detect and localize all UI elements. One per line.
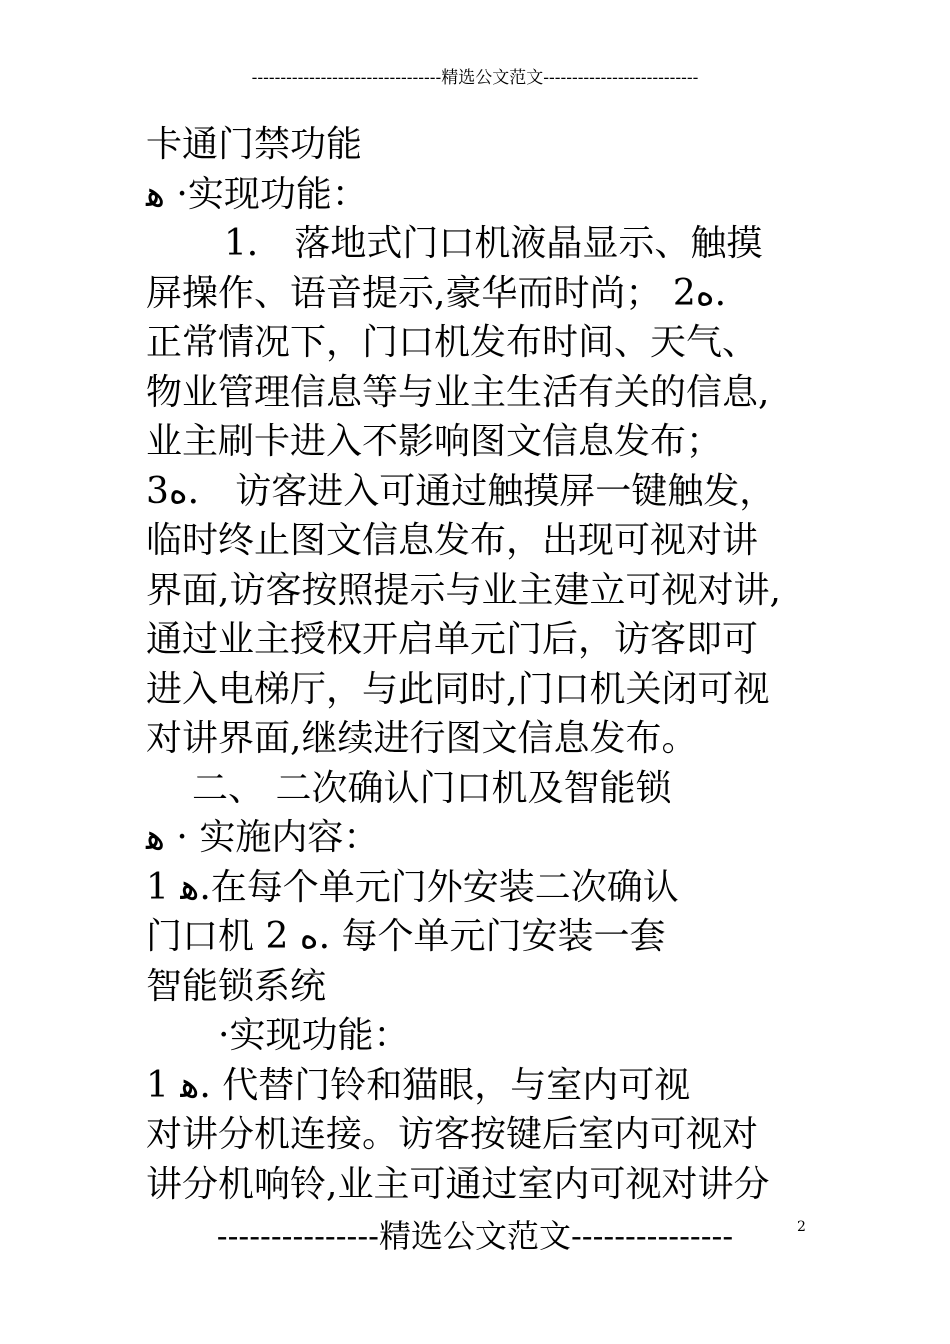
- text-line-content: 讲分机响铃,业主可通过室内可视对讲分: [146, 1163, 770, 1205]
- text-line: [146, 714, 816, 764]
- text-line: [146, 467, 816, 517]
- text-line-content: 临时终止图文信息发布，出现可视对讲: [146, 520, 759, 561]
- page-footer: ---------------精选公文范文---------------: [216, 1217, 734, 1255]
- text-line: [146, 516, 816, 566]
- text-line-content: 进入电梯厅，与此同时,门口机关闭可视: [146, 668, 770, 710]
- text-line: [146, 566, 816, 616]
- text-line-content: ﻫ ·实现功能：: [146, 173, 368, 215]
- text-line: [146, 120, 816, 170]
- text-line: [146, 1110, 816, 1160]
- text-line: [146, 1011, 816, 1061]
- text-line-content: 物业管理信息等与业主生活有关的信息,: [146, 371, 770, 413]
- text-line: [146, 863, 816, 913]
- text-line: [146, 912, 816, 962]
- text-line-content: 正常情况下，门口机发布时间、天气、: [146, 322, 759, 363]
- text-line-content: ﻫ · 实施内容：: [146, 817, 380, 858]
- text-line-content: 1 ﻫ. 代替门铃和猫眼，与室内可视: [146, 1064, 691, 1106]
- text-line: [146, 269, 816, 319]
- text-line-content: 门口机 2 ﻩ. 每个单元门安装一套: [146, 916, 666, 957]
- text-line-content: 屏操作、语音提示,豪华而时尚； 2ﻩ.: [146, 272, 727, 314]
- text-line: [146, 962, 816, 1012]
- page-header: ---------------------------------精选公文范文---------------------------: [251, 68, 699, 88]
- text-line-content: 界面,访客按照提示与业主建立可视对讲,: [146, 569, 781, 611]
- text-line-content: 卡通门禁功能: [146, 124, 363, 165]
- text-line: [146, 368, 816, 418]
- text-line-content: 业主刷卡进入不影响图文信息发布；: [146, 421, 723, 462]
- text-line: [146, 1160, 816, 1210]
- text-line-content: 智能锁系统: [146, 965, 327, 1007]
- text-line-content: 通过业主授权开启单元门后，访客即可: [146, 619, 759, 660]
- section-heading-text: 二、 二次确认门口机及智能锁: [192, 767, 672, 809]
- text-line: [146, 813, 816, 863]
- text-line-content: ·实现功能：: [218, 1015, 410, 1056]
- section-heading: [146, 764, 816, 814]
- text-line: [146, 615, 816, 665]
- text-line: [146, 1061, 816, 1111]
- text-line: [146, 417, 816, 467]
- text-line-content: 1． 落地式门口机液晶显示、触摸: [224, 223, 763, 264]
- text-line-content: 3ﻩ． 访客进入可通过触摸屏一键触发，: [146, 470, 776, 512]
- page-number: 2: [797, 1219, 806, 1235]
- document-body: [146, 120, 816, 1209]
- text-line: [146, 318, 816, 368]
- text-line: [146, 170, 816, 220]
- text-line: [146, 665, 816, 715]
- text-line: [146, 219, 816, 269]
- text-line-content: 对讲分机连接。访客按键后室内可视对: [146, 1114, 759, 1155]
- text-line-content: 对讲界面,继续进行图文信息发布。: [146, 718, 698, 759]
- text-line-content: 1 ﻫ.在每个单元门外安装二次确认: [146, 866, 679, 908]
